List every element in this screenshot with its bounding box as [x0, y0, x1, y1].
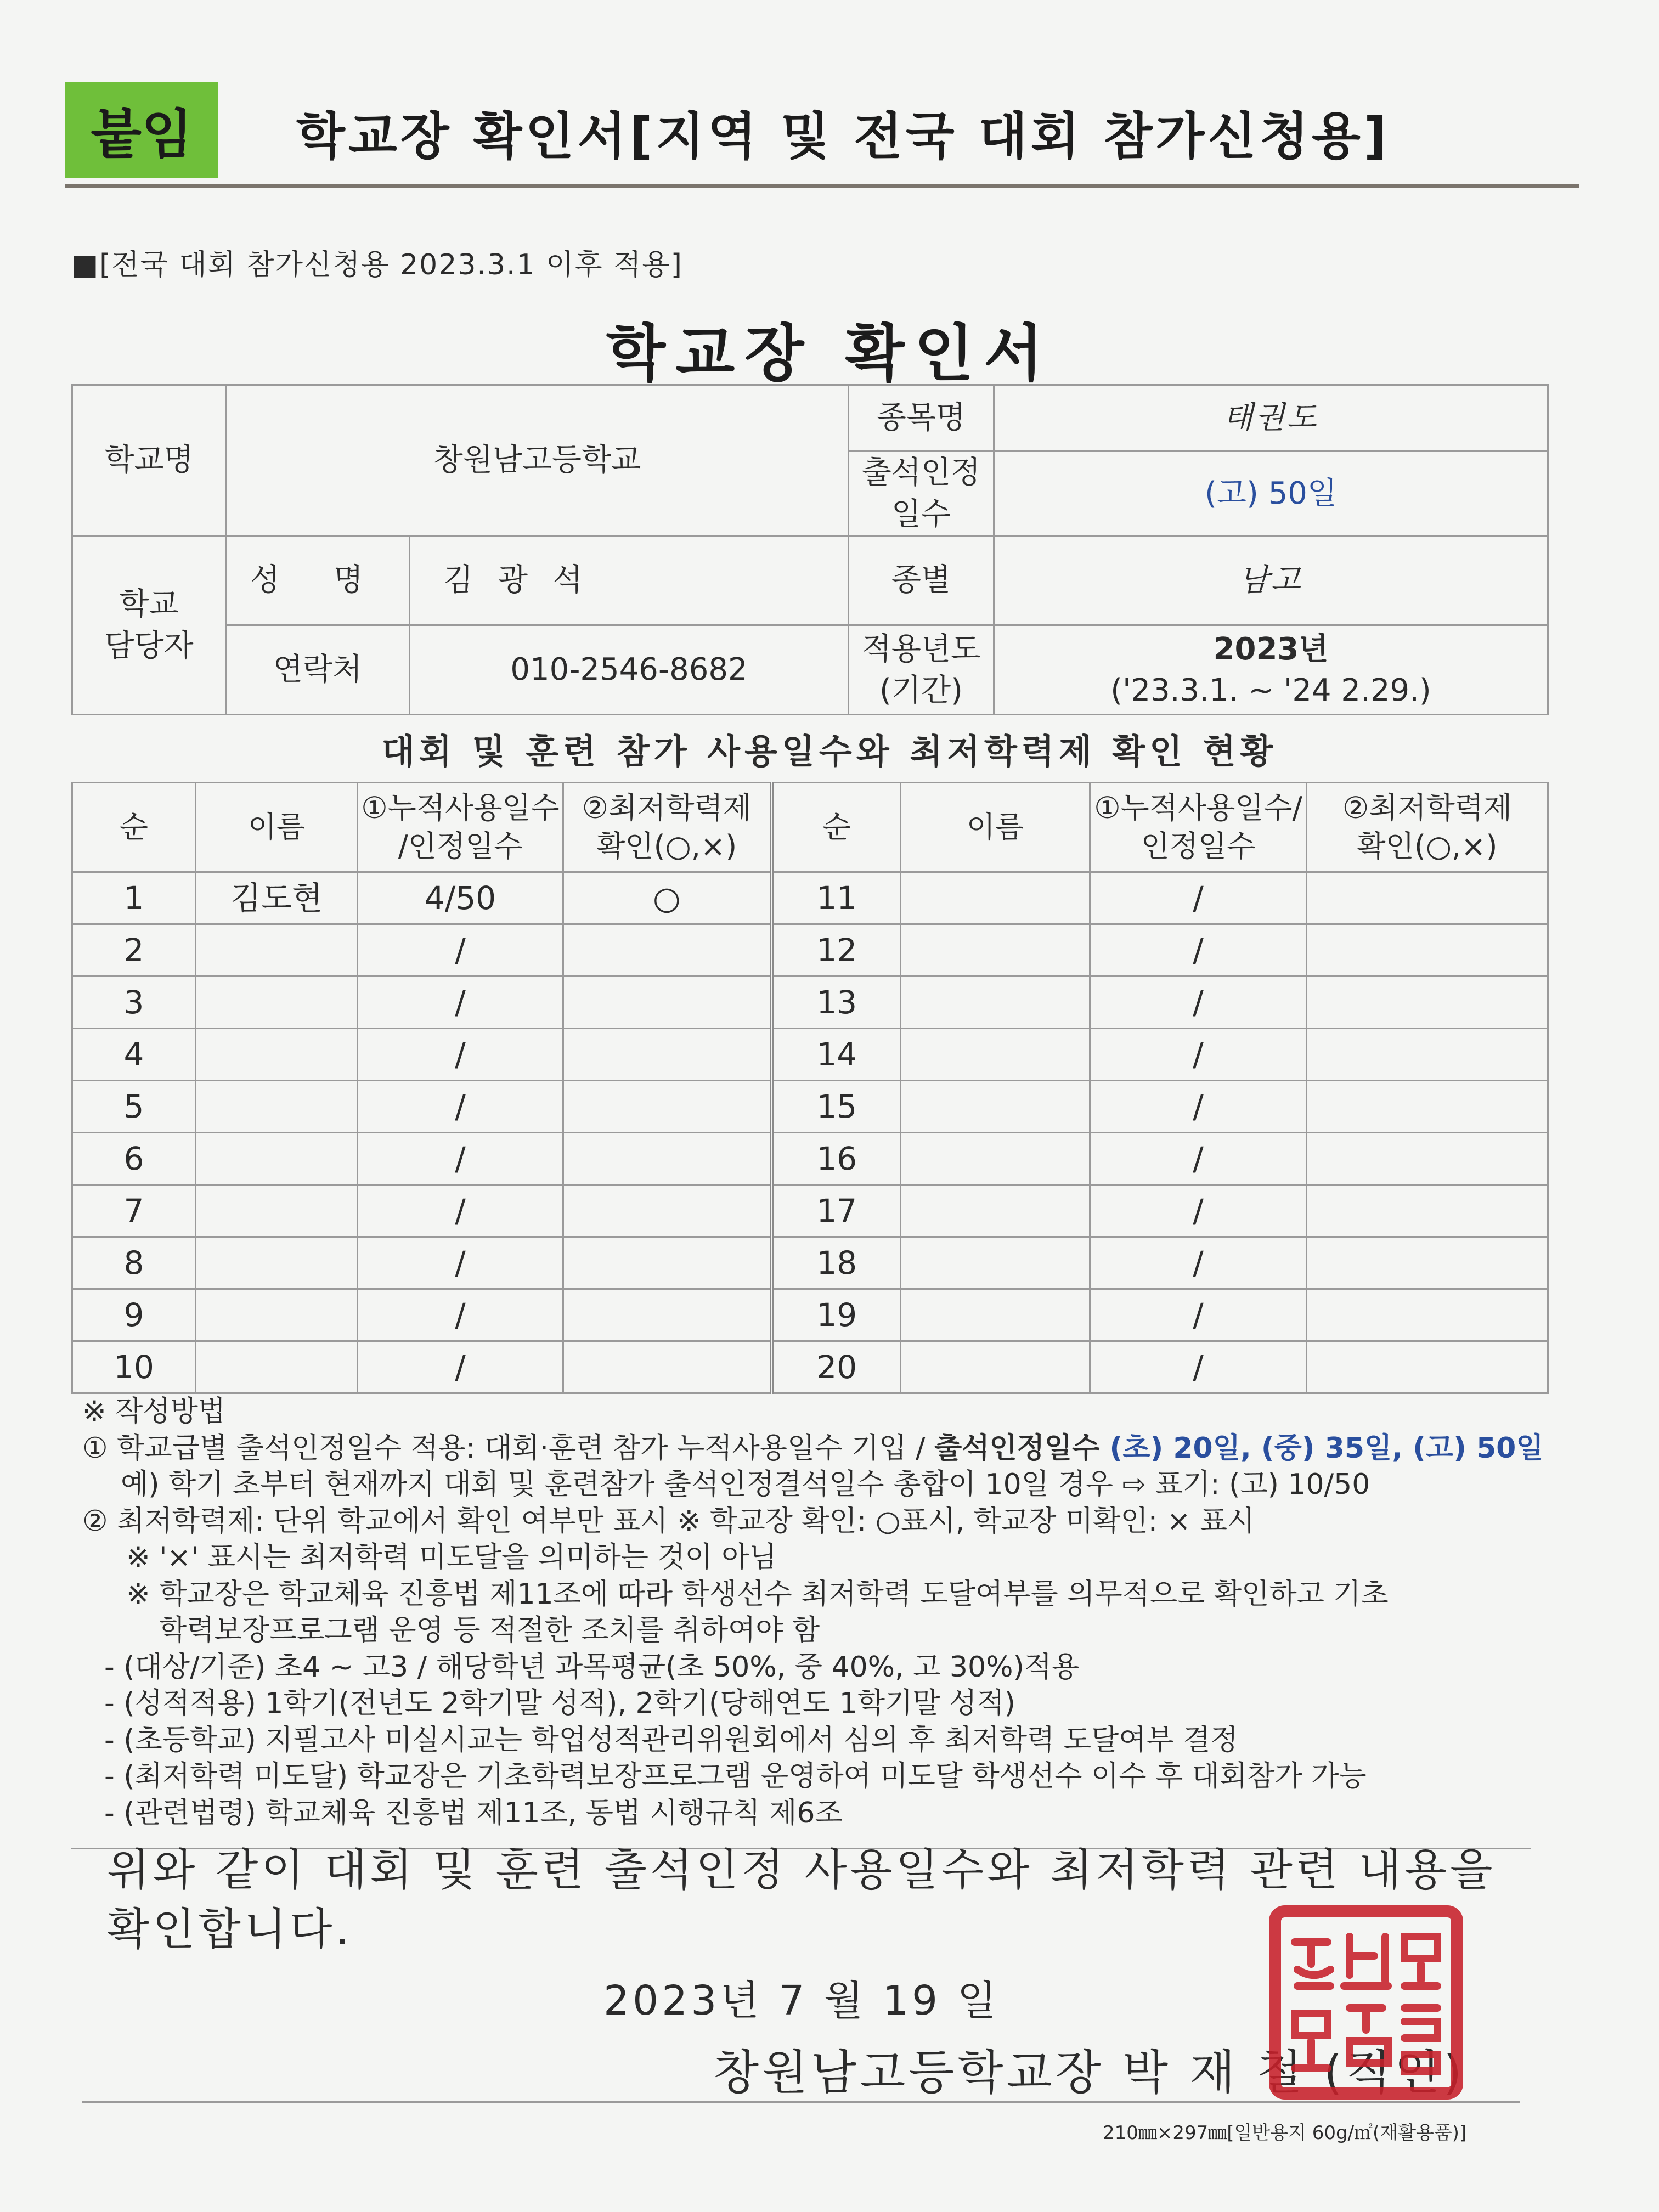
confirmation-statement: 위와 같이 대회 및 훈련 출석인정 사용일수와 최저학력 관련 내용을 확인합니다.	[107, 1844, 1496, 1955]
row-number: 5	[72, 1081, 196, 1133]
min-academic-check	[1307, 1185, 1548, 1237]
criteria-item: - (관련법령) 학교체육 진흥법 제11조, 동법 시행규칙 제6조	[104, 1797, 843, 1830]
min-academic-check	[1307, 977, 1548, 1029]
student-name	[901, 1081, 1090, 1133]
row-number: 8	[72, 1237, 196, 1289]
instruction-1-bold: 출석인정일수	[934, 1431, 1100, 1465]
official-seal-icon	[1267, 1904, 1465, 2101]
table-row	[72, 1289, 1548, 1341]
issue-date: 2023년 7 월 19 일	[603, 1977, 1000, 2024]
min-academic-check	[1307, 1081, 1548, 1133]
used-days: /	[1090, 1237, 1307, 1289]
used-days: /	[358, 924, 563, 977]
instruction-1-text: ① 학교급별 출석인정일수 적용: 대회·훈련 참가 누적사용일수 기입 /	[82, 1431, 934, 1465]
attendance-days-value: (고) 50일	[994, 452, 1548, 536]
table-row	[72, 1341, 1548, 1393]
header-check-right-line1: ②최저학력제	[1342, 790, 1513, 825]
header-check-line2: 확인(○,×)	[596, 829, 737, 864]
usage-status-table	[71, 782, 1549, 1394]
student-name	[901, 1185, 1090, 1237]
header-no: 순	[72, 783, 196, 872]
used-days: /	[358, 977, 563, 1029]
row-number: 2	[72, 924, 196, 977]
criteria-item: - (성적적용) 1학기(전년도 2학기말 성적), 2학기(당해연도 1학기말 성적)	[104, 1687, 1015, 1720]
min-academic-check: ○	[563, 872, 772, 924]
row-number: 13	[772, 977, 901, 1029]
min-academic-check	[563, 1237, 772, 1289]
row-number: 15	[772, 1081, 901, 1133]
min-academic-check	[1307, 1237, 1548, 1289]
row-number: 9	[72, 1289, 196, 1341]
instruction-2-note-b2: 학력보장프로그램 운영 등 적절한 조치를 취하여야 함	[159, 1614, 820, 1647]
header-name: 이름	[196, 783, 358, 872]
usage-header-row	[72, 783, 1548, 872]
manager-label-line1: 학교	[119, 586, 179, 623]
student-name	[901, 977, 1090, 1029]
min-academic-check	[1307, 1341, 1548, 1393]
used-days: /	[1090, 1081, 1307, 1133]
table-row	[72, 977, 1548, 1029]
min-academic-check	[563, 1185, 772, 1237]
header-divider	[65, 184, 1579, 188]
criteria-item: - (대상/기준) 초4 ~ 고3 / 해당학년 과목평균(초 50%, 중 40%, 고 30%)적용	[104, 1650, 1080, 1684]
row-number: 12	[772, 924, 901, 977]
contact-value: 010-2546-8682	[410, 625, 849, 715]
table-row	[72, 924, 1548, 977]
instructions-heading: ※ 작성방법	[82, 1395, 226, 1428]
header-check-right	[1307, 783, 1548, 872]
manager-name-value: 김 광 석	[410, 536, 849, 625]
student-name	[196, 1133, 358, 1185]
table-row	[72, 1185, 1548, 1237]
attachment-tag: 붙임	[65, 82, 218, 178]
apply-year-label-line2: (기간)	[879, 673, 963, 709]
school-name-label: 학교명	[72, 385, 226, 536]
row-number: 7	[72, 1185, 196, 1237]
paper-spec: 210㎜×297㎜[일반용지 60g/㎡(재활용품)]	[1103, 2122, 1467, 2144]
table-row	[72, 1133, 1548, 1185]
principal-signature-line: 창원남고등학교장 박 재 철 (직인)	[713, 2045, 1465, 2100]
row-number: 10	[72, 1341, 196, 1393]
table-row	[72, 1081, 1548, 1133]
table-row	[72, 1237, 1548, 1289]
student-name	[196, 977, 358, 1029]
student-name	[901, 1029, 1090, 1081]
table-row	[72, 872, 1548, 924]
used-days: /	[358, 1029, 563, 1081]
table-row	[72, 1029, 1548, 1081]
contact-label: 연락처	[226, 625, 410, 715]
instruction-1	[82, 1430, 1585, 1467]
student-name	[901, 1341, 1090, 1393]
instruction-2-note-a: ※ '×' 표시는 최저학력 미도달을 의미하는 것이 아님	[126, 1541, 777, 1575]
used-days: /	[358, 1237, 563, 1289]
school-name-value: 창원남고등학교	[226, 385, 849, 536]
manager-label-line2: 담당자	[104, 628, 194, 664]
student-name	[196, 1081, 358, 1133]
criteria-item: - (초등학교) 지필고사 미실시교는 학업성적관리위원회에서 심의 후 최저학력 도달여부 결정	[104, 1723, 1238, 1757]
row-number: 1	[72, 872, 196, 924]
student-name	[901, 1133, 1090, 1185]
used-days: /	[1090, 1029, 1307, 1081]
document-title: 학교장 확인서	[606, 318, 1053, 390]
used-days: 4/50	[358, 872, 563, 924]
application-note: ■[전국 대회 참가신청용 2023.3.1 이후 적용]	[71, 249, 683, 281]
min-academic-check	[1307, 1133, 1548, 1185]
header-days-line2: /인정일수	[398, 829, 523, 864]
used-days: /	[358, 1341, 563, 1393]
header-check	[563, 783, 772, 872]
student-name	[901, 1237, 1090, 1289]
apply-year: 2023년	[1213, 631, 1329, 667]
min-academic-check	[563, 1133, 772, 1185]
instruction-2-note-b1: ※ 학교장은 학교체육 진흥법 제11조에 따라 학생선수 최저학력 도달여부를 의무적으로 확인하고 기초	[126, 1577, 1389, 1611]
attendance-days-label	[849, 452, 994, 536]
student-name	[196, 924, 358, 977]
instruction-2: ② 최저학력제: 단위 학교에서 확인 여부만 표시 ※ 학교장 확인: ○표시, 학교장 미확인: × 표시	[82, 1504, 1255, 1538]
sport-label: 종목명	[849, 385, 994, 452]
usage-table-body	[72, 872, 1548, 1393]
apply-year-label-line1: 적용년도	[861, 631, 981, 667]
row-number: 3	[72, 977, 196, 1029]
student-name	[196, 1341, 358, 1393]
row-number: 16	[772, 1133, 901, 1185]
min-academic-check	[1307, 1289, 1548, 1341]
school-manager-label	[72, 536, 226, 715]
criteria-item: - (최저학력 미도달) 학교장은 기초학력보장프로그램 운영하여 미도달 학생선수 이수 후 대회참가 가능	[104, 1760, 1367, 1793]
student-name	[901, 872, 1090, 924]
page-title: 학교장 확인서[지역 및 전국 대회 참가신청용]	[296, 107, 1390, 166]
used-days: /	[1090, 872, 1307, 924]
sport-value: 태권도	[994, 385, 1548, 452]
used-days: /	[358, 1133, 563, 1185]
apply-year-value	[994, 625, 1548, 715]
usage-section-title: 대회 및 훈련 참가 사용일수와 최저학력제 확인 현황	[381, 731, 1278, 771]
student-name	[196, 1289, 358, 1341]
school-info-table	[71, 384, 1549, 715]
min-academic-check	[1307, 872, 1548, 924]
row-number: 18	[772, 1237, 901, 1289]
min-academic-check	[563, 1341, 772, 1393]
apply-period: ('23.3.1. ~ '24 2.29.)	[1110, 673, 1431, 709]
header-name-right: 이름	[901, 783, 1090, 872]
student-name	[196, 1185, 358, 1237]
used-days: /	[1090, 1289, 1307, 1341]
min-academic-check	[1307, 924, 1548, 977]
row-number: 14	[772, 1029, 901, 1081]
category-label: 종별	[849, 536, 994, 625]
student-name	[196, 1029, 358, 1081]
min-academic-check	[563, 1289, 772, 1341]
student-name	[196, 1237, 358, 1289]
min-academic-check	[1307, 1029, 1548, 1081]
header-no-right: 순	[772, 783, 901, 872]
header-check-line1: ②최저학력제	[582, 790, 752, 825]
used-days: /	[358, 1289, 563, 1341]
apply-year-label	[849, 625, 994, 715]
used-days: /	[358, 1185, 563, 1237]
row-number: 11	[772, 872, 901, 924]
header-days	[358, 783, 563, 872]
row-number: 20	[772, 1341, 901, 1393]
header-days-right-line2: 인정일수	[1141, 829, 1256, 864]
used-days: /	[1090, 1185, 1307, 1237]
header-days-right-line1: ①누적사용일수/	[1094, 790, 1302, 825]
footer-divider	[82, 2101, 1520, 2103]
category-value: 남고	[994, 536, 1548, 625]
student-name	[901, 1289, 1090, 1341]
used-days: /	[1090, 1341, 1307, 1393]
attendance-label-line1: 출석인정	[861, 455, 981, 490]
instruction-1-example: 예) 학기 초부터 현재까지 대회 및 훈련참가 출석인정결석일수 총합이 10일 경우 ⇨ 표기: (고) 10/50	[121, 1468, 1370, 1502]
used-days: /	[358, 1081, 563, 1133]
header-days-line1: ①누적사용일수	[361, 790, 560, 825]
min-academic-check	[563, 1081, 772, 1133]
instruction-1-values: (초) 20일, (중) 35일, (고) 50일	[1099, 1431, 1544, 1465]
attendance-label-line2: 일수	[891, 496, 951, 532]
header-days-right	[1090, 783, 1307, 872]
student-name: 김도현	[196, 872, 358, 924]
used-days: /	[1090, 977, 1307, 1029]
row-number: 6	[72, 1133, 196, 1185]
student-name	[901, 924, 1090, 977]
instructions	[82, 1393, 1585, 1832]
used-days: /	[1090, 924, 1307, 977]
min-academic-check	[563, 1029, 772, 1081]
min-academic-check	[563, 977, 772, 1029]
row-number: 19	[772, 1289, 901, 1341]
row-number: 17	[772, 1185, 901, 1237]
manager-name-label: 성 명	[226, 536, 410, 625]
row-number: 4	[72, 1029, 196, 1081]
used-days: /	[1090, 1133, 1307, 1185]
min-academic-check	[563, 924, 772, 977]
header-check-right-line2: 확인(○,×)	[1357, 829, 1498, 864]
